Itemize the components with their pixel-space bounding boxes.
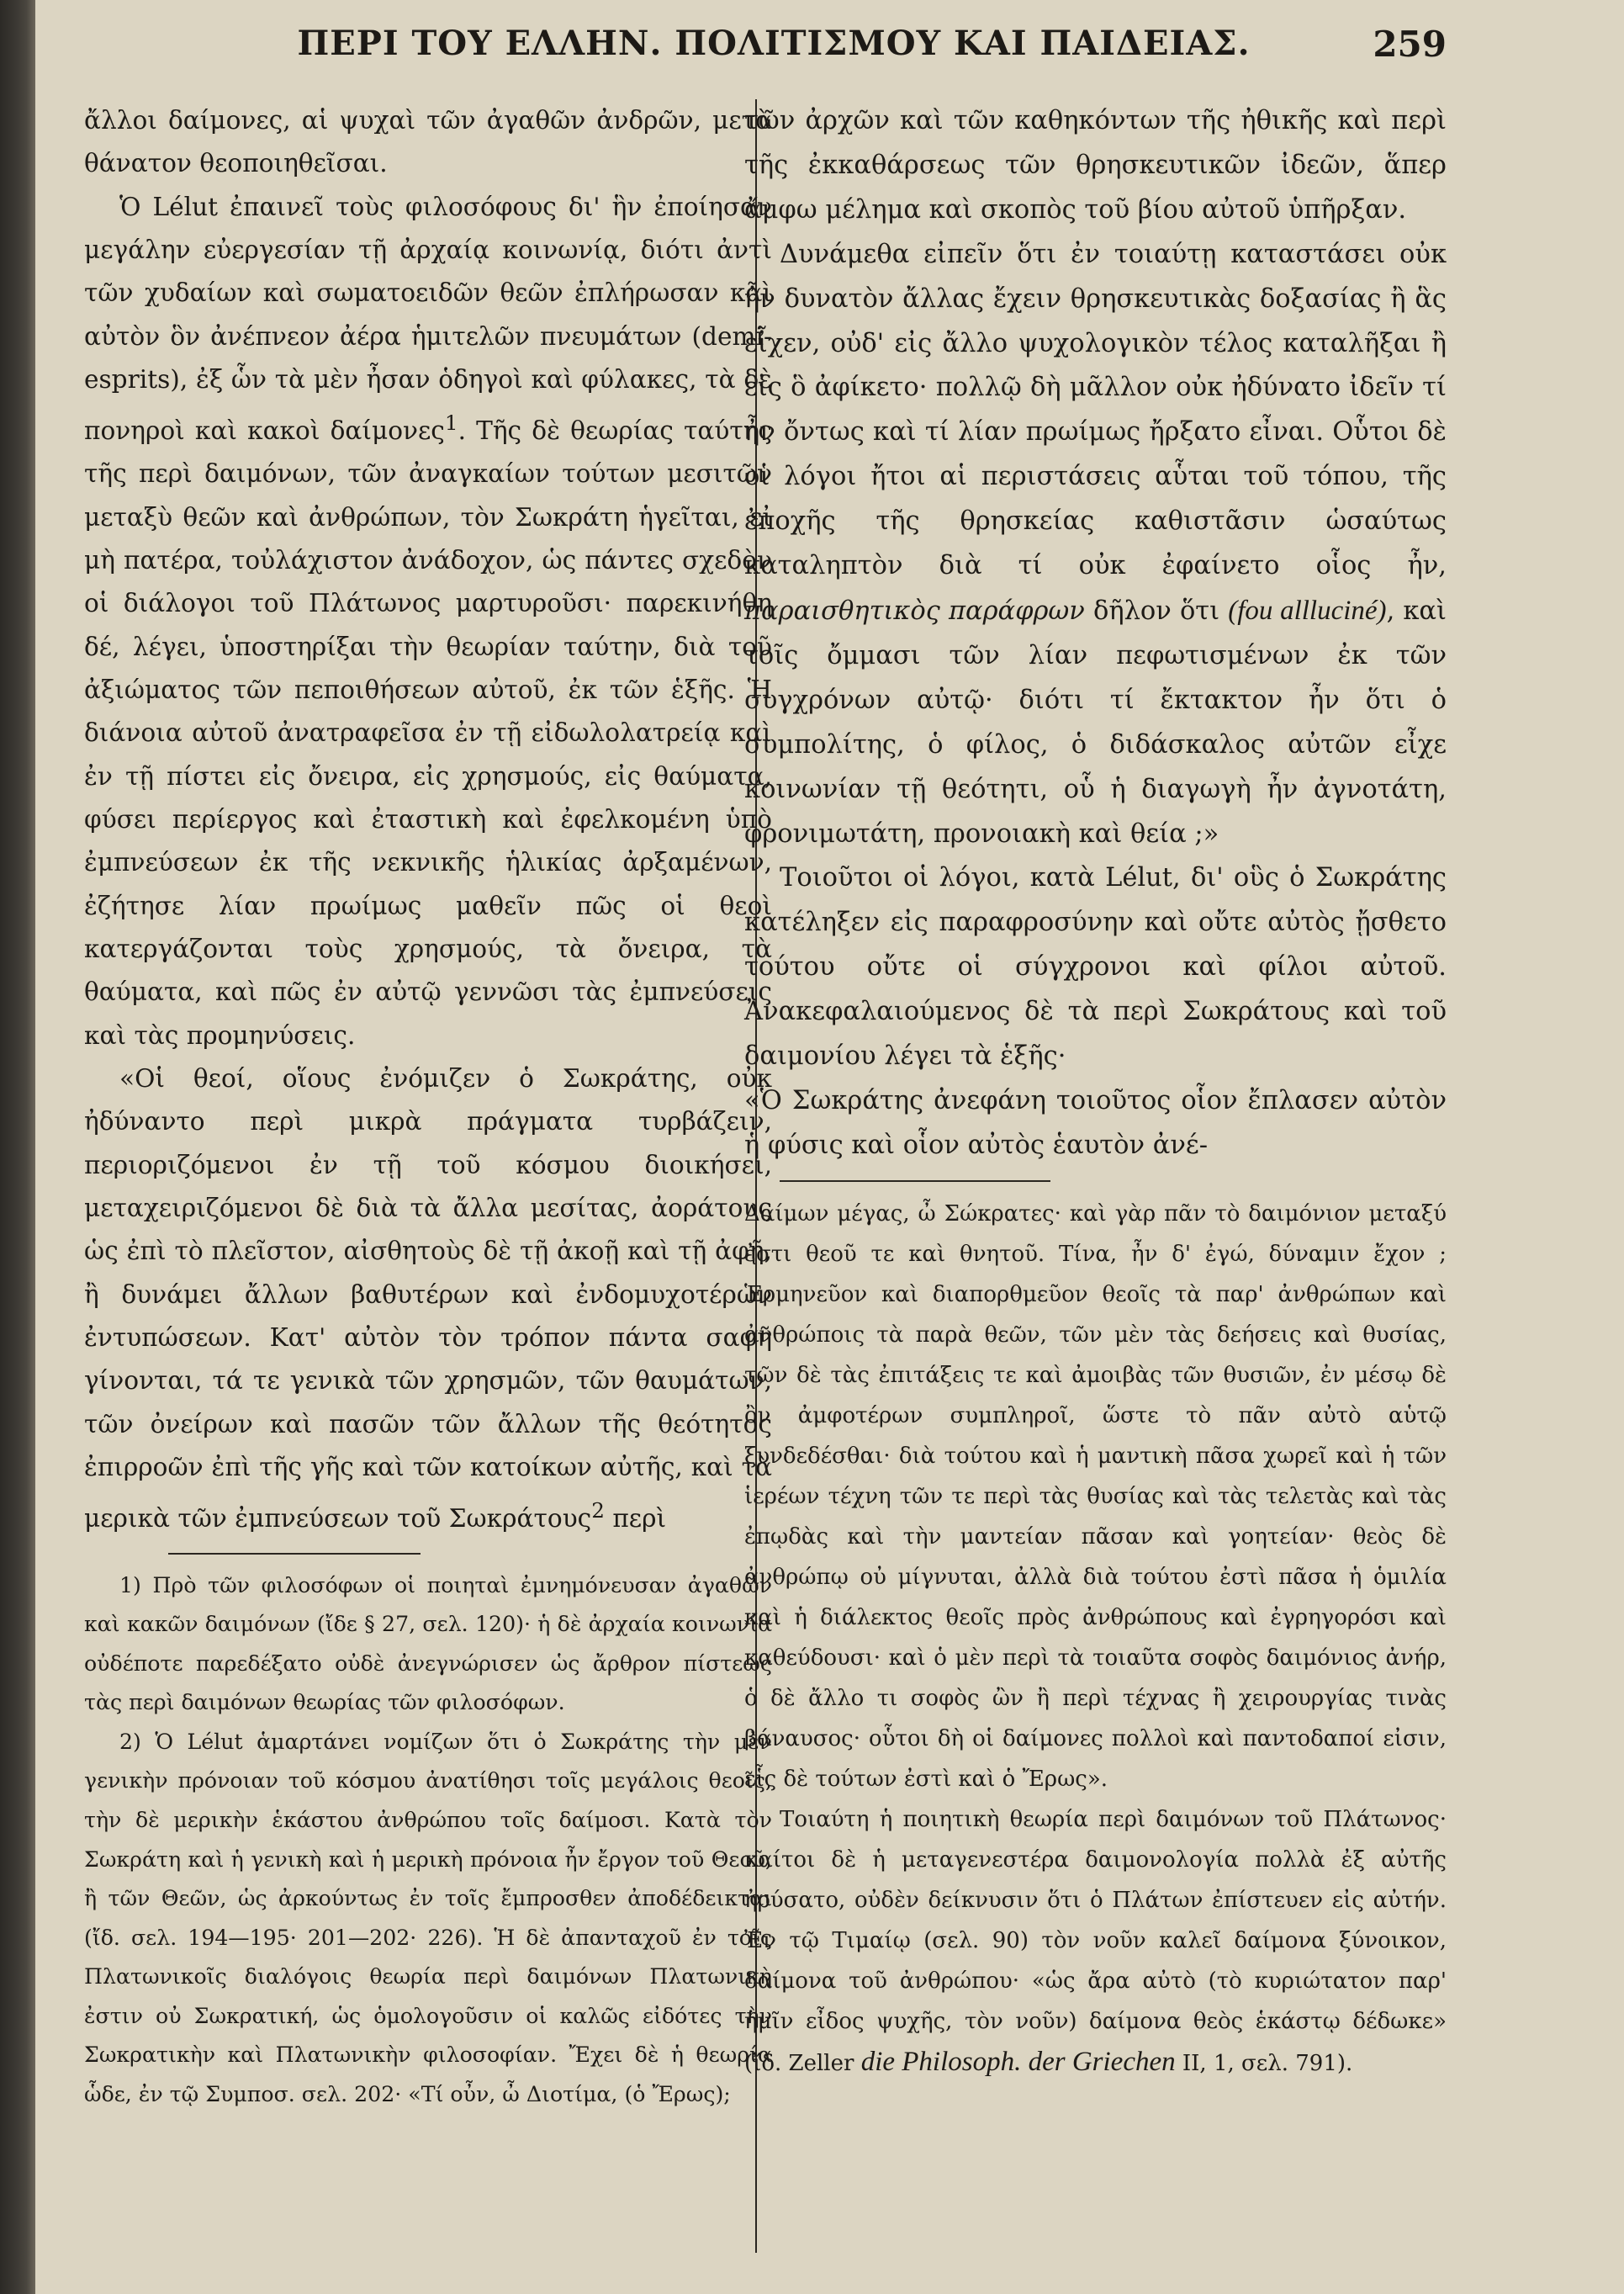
running-header <box>101 24 1447 74</box>
page-number: 259 <box>1373 24 1447 65</box>
text-run: Δυνάμεθα εἰπεῖν ὅτι ἐν τοιαύτῃ καταστάσει οὐκ ἦν δυνατὸν ἄλλας ἔχειν θρησκευτικὰς δοξασίας ἢ ἃς εἶχεν, οὐδ' εἰς ἄλλο ψυχολογικὸν τέλος καταλῆξαι ἢ εἰς ὃ ἀφίκετο· πολλῷ δὴ μᾶλλον οὐκ ἠδύνατο ἰδεῖν τί ἦν ὄντως καὶ τί λίαν πρωίμως ἤρξατο εἶναι. Οὗτοι δὲ οἱ λόγοι ἤτοι αἱ περιστάσεις αὗται τοῦ τόπου, τῆς ἐποχῆς τῆς θρησκείας καθιστᾶσιν ὡσαύτως καταληπτὸν διὰ τί οὐκ ἐφαίνετο οἷος ἦν, <box>744 239 1447 581</box>
paragraph: ἄλλοι δαίμονες, αἱ ψυχαὶ τῶν ἀγαθῶν ἀνδρῶν, μετὰ θάνατον θεοποιηθεῖσαι. <box>84 106 772 178</box>
right-column <box>744 99 1447 2253</box>
paragraph: τῶν ἀρχῶν καὶ τῶν καθηκόντων τῆς ἠθικῆς καὶ περὶ τῆς ἐκκαθάρσεως τῶν θρησκευτικῶν ἰδεῶν, ἅπερ ἄμφω μέλημα καὶ σκοπὸς τοῦ βίου αὐτοῦ ὑπῆρξαν. <box>744 106 1447 225</box>
footnote-ref: 2 <box>591 1498 605 1523</box>
text-run: . Τῆς δὲ θεωρίας ταύτης τῆς περὶ δαιμόνων, τῶν ἀναγκαίων τούτων μεσιτῶν μεταξὺ θεῶν καὶ ἀνθρώπων, τὸν Σωκράτη ἡγεῖται, εἰ μὴ πατέρα, τοὐλάχιστον ἀνάδοχον, ὡς πάντες σχεδὸν οἱ διάλογοι τοῦ Πλάτωνος μαρτυροῦσι· παρεκινήθη δέ, λέγει, ὑποστηρίξαι τὴν θεωρίαν ταύτην, διὰ τοῦ ἀξιώματος τῶν πεποιθήσεων αὐτοῦ, ἐκ τῶν ἑξῆς. Ἡ διάνοια αὐτοῦ ἀνατραφεῖσα ἐν τῇ εἰδωλολατρείᾳ καὶ ἐν τῇ πίστει εἰς ὄνειρα, εἰς χρησμούς, εἰς θαύματα, φύσει περίεργος καὶ ἐταστικὴ καὶ ἐφελκομένη ὑπὸ ἐμπνεύσεων ἐκ τῆς νεκνικῆς ἡλικίας ἀρξαμένων, ἐζήτησε λίαν πρωίμως μαθεῖν πῶς οἱ θεοὶ κατεργάζονται τοὺς χρησμούς, τὰ ὄνειρα, τὰ θαύματα, καὶ πῶς ἐν αὐτῷ γεννῶσι τὰς ἐμπνεύσεις καὶ τὰς προμηνύσεις. <box>84 416 772 1050</box>
footnote-rule <box>780 1180 1050 1182</box>
footnotes <box>84 1566 772 2115</box>
running-title: ΠΕΡΙ ΤΟΥ ΕΛΛΗΝ. ΠΟΛΙΤΙΣΜΟΥ ΚΑΙ ΠΑΙΔΕΙΑΣ. <box>297 24 1251 63</box>
paragraph: Τοιοῦτοι οἱ λόγοι, κατὰ Lélut, δι' οὓς ὁ Σωκράτης κατέληξεν εἰς παραφροσύνην καὶ οὔτε αὐτὸς ᾔσθετο τούτου οὔτε οἱ σύγχρονοι καὶ φίλοι αὐτοῦ. Ἀνακεφαλαιούμενος δὲ τὰ περὶ Σωκράτους καὶ τοῦ δαιμονίου λέγει τὰ ἑξῆς· <box>744 863 1447 1072</box>
text-run: II, 1, σελ. 791). <box>1175 2050 1353 2076</box>
footnote <box>744 1799 1447 2084</box>
footnote-rule <box>168 1553 421 1555</box>
paragraph: «Ὁ Σωκράτης ἀνεφάνη τοιοῦτος οἷον ἔπλασεν αὐτὸν ἡ φύσις καὶ οἷον αὐτὸς ἑαυτὸν ἀνέ- <box>744 1085 1447 1160</box>
latin-phrase: (fou allluciné) <box>1228 595 1387 626</box>
emphasis: παραισθητικὸς παράφρων <box>744 596 1085 626</box>
left-column <box>84 99 772 2253</box>
footnote: 2) Ὁ Lélut ἁμαρτάνει νομίζων ὅτι ὁ Σωκράτης τὴν μὲν γενικὴν πρόνοιαν τοῦ κόσμου ἀνατίθησι τοῖς μεγάλοις θεοῖς, τὴν δὲ μερικὴν ἑκάστου ἀνθρώπου τοῖς δαίμοσι. Κατὰ τὸν Σωκράτη καὶ ἡ γενικὴ καὶ ἡ μερικὴ πρόνοια ἦν ἔργον τοῦ Θεοῦ, ἢ τῶν Θεῶν, ὡς ἀρκούντως ἐν τοῖς ἔμπροσθεν ἀποδέδεικται (ἴδ. σελ. 194—195· 201—202· 226). Ἡ δὲ ἀπανταχοῦ ἐν τοῖς Πλατωνικοῖς διαλόγοις θεωρία περὶ δαιμόνων Πλατωνικὴ ἐστιν οὐ Σωκρατική, ὡς ὁμολογοῦσιν οἱ καλῶς εἰδότες τὴν Σωκρατικὴν καὶ Πλατωνικὴν φιλοσοφίαν. Ἔχει δὲ ἡ θεωρία ὧδε, ἐν τῷ Συμποσ. σελ. 202· «Τί οὖν, ὦ Διοτίμα, (ὁ Ἔρως); <box>84 1729 772 2107</box>
text-run: «Οἱ θεοί, οἵους ἐνόμιζεν ὁ Σωκράτης, οὐκ ἠδύναντο περὶ μικρὰ πράγματα τυρβάζειν, περιοριζόμενοι ἐν τῇ τοῦ κόσμου διοικήσει, μεταχειριζόμενοι δὲ διὰ τὰ ἄλλα μεσίτας, ἀοράτους ὡς ἐπὶ τὸ πλεῖστον, αἰσθητοὺς δὲ τῇ ἀκοῇ καὶ τῇ ἀφῇ, ἢ δυνάμει ἄλλων βαθυτέρων καὶ ἐνδομυχοτέρων ἐντυπώσεων. Κατ' αὐτὸν τὸν τρόπον πάντα σαφῆ γίνονται, τά τε γενικὰ τῶν χρησμῶν, τῶν θαυμάτων, τῶν ὀνείρων καὶ πασῶν τῶν ἄλλων τῆς θεότητος ἐπιρροῶν ἐπὶ τῆς γῆς καὶ τῶν κατοίκων αὐτῆς, καὶ τὰ μερικὰ τῶν ἐμπνεύσεων τοῦ Σωκράτους <box>84 1064 772 1534</box>
paragraph <box>744 233 1447 857</box>
text-run: Ὁ Lélut ἐπαινεῖ τοὺς φιλοσόφους δι' ἣν ἐποίησαν μεγάλην εὐεργεσίαν τῇ ἀρχαίᾳ κοινωνίᾳ, διότι ἀντὶ τῶν χυδαίων καὶ σωματοειδῶν θεῶν ἐπλήρωσαν καὶ αὐτὸν ὃν ἀνέπνεον ἀέρα ἡμιτελῶν πνευμάτων (demi-esprits), ἐξ ὧν τὰ μὲν ἦσαν ὁδηγοὶ καὶ φύλακες, τὰ δὲ πονηροὶ καὶ κακοὶ δαίμονες <box>84 192 772 446</box>
text-run: , καὶ τοῖς ὄμμασι τῶν λίαν πεφωτισμένων ἐκ τῶν συγχρόνων αὐτῷ· διότι τί ἔκτακτον ἦν ὅτι ὁ συμπολίτης, ὁ φίλος, ὁ διδάσκαλος αὐτῶν εἶχε κοινωνίαν τῇ θεότητι, οὗ ἡ διαγωγὴ ἦν ἀγνοτάτη, φρονιμωτάτη, προνοιακὴ καὶ θεία ;» <box>744 596 1447 849</box>
paragraph <box>84 186 772 1057</box>
footnote-continuation: Δαίμων μέγας, ὦ Σώκρατες· καὶ γὰρ πᾶν τὸ δαιμόνιον μεταξύ ἐστι θεοῦ τε καὶ θνητοῦ. Τίνα, ἦν δ' ἐγώ, δύναμιν ἔχον ; Ἑρμηνεῦον καὶ διαπορθμεῦον θεοῖς τὰ παρ' ἀνθρώπων καὶ ἀνθρώποις τὰ παρὰ θεῶν, τῶν μὲν τὰς δεήσεις καὶ θυσίας, τῶν δὲ τὰς ἐπιτάξεις τε καὶ ἀμοιβὰς τῶν θυσιῶν, ἐν μέσῳ δὲ ὂν ἀμφοτέρων συμπληροῖ, ὥστε τὸ πᾶν αὐτὸ αὑτῷ ξυνδεδέσθαι· διὰ τούτου καὶ ἡ μαντικὴ πᾶσα χωρεῖ καὶ ἡ τῶν ἱερέων τέχνη τῶν τε περὶ τὰς θυσίας καὶ τὰς τελετὰς καὶ τὰς ἐπῳδὰς καὶ τὴν μαντείαν πᾶσαν καὶ γοητείαν· θεὸς δὲ ἀνθρώπῳ οὐ μίγνυται, ἀλλὰ διὰ τούτου ἐστὶ πᾶσα ἡ ὁμιλία καὶ ἡ διάλεκτος θεοῖς πρὸς ἀνθρώπους καὶ ἐγρηγορόσι καὶ καθεύδουσι· καὶ ὁ μὲν περὶ τὰ τοιαῦτα σοφὸς δαιμόνιος ἀνήρ, ὁ δὲ ἄλλο τι σοφὸς ὢν ἢ περὶ τέχνας ἢ χειρουργίας τινὰς βάναυσος· οὗτοι δὴ οἱ δαίμονες πολλοὶ καὶ παντοδαποί εἰσιν, εἷς δὲ τούτων ἐστὶ καὶ ὁ Ἔρως». <box>744 1200 1447 1792</box>
footnotes <box>744 1194 1447 2084</box>
text-run: δῆλον ὅτι <box>1084 596 1229 626</box>
text-run: περὶ <box>604 1504 667 1534</box>
footnote-ref: 1 <box>444 411 458 436</box>
footnote: 1) Πρὸ τῶν φιλοσόφων οἱ ποιηταὶ ἐμνημόνευσαν ἀγαθῶν καὶ κακῶν δαιμόνων (ἴδε § 27, σελ. 120)· ἡ δὲ ἀρχαία κοινωνία οὐδέποτε παρεδέξατο οὐδὲ ἀνεγνώρισεν ὡς ἄρθρον πίστεως τὰς περὶ δαιμόνων θεωρίας τῶν φιλοσόφων. <box>84 1572 772 1715</box>
book-title: die Philosoph. der Griechen <box>860 2046 1176 2077</box>
paragraph <box>84 1057 772 1540</box>
book-spine-shadow <box>0 0 35 2294</box>
text-run: Τοιαύτη ἡ ποιητικὴ θεωρία περὶ δαιμόνων τοῦ Πλάτωνος· καίτοι δὲ ἡ μεταγενεστέρα δαιμονολογία πολλὰ ἐξ αὐτῆς ἠρύσατο, οὐδὲν δείκνυσιν ὅτι ὁ Πλάτων ἐπίστευεν εἰς αὐτήν. Ἐν τῷ Τιμαίῳ (σελ. 90) τὸν νοῦν καλεῖ δαίμονα ξύνοικον, δαίμονα τοῦ ἀνθρώπου· «ὡς ἄρα αὐτὸ (τὸ κυριώτατον παρ' ἡμῖν εἶδος ψυχῆς, τὸν νοῦν) δαίμονα θεὸς ἑκάστῳ δέδωκε» (ἴδ. Zeller <box>744 1806 1447 2076</box>
